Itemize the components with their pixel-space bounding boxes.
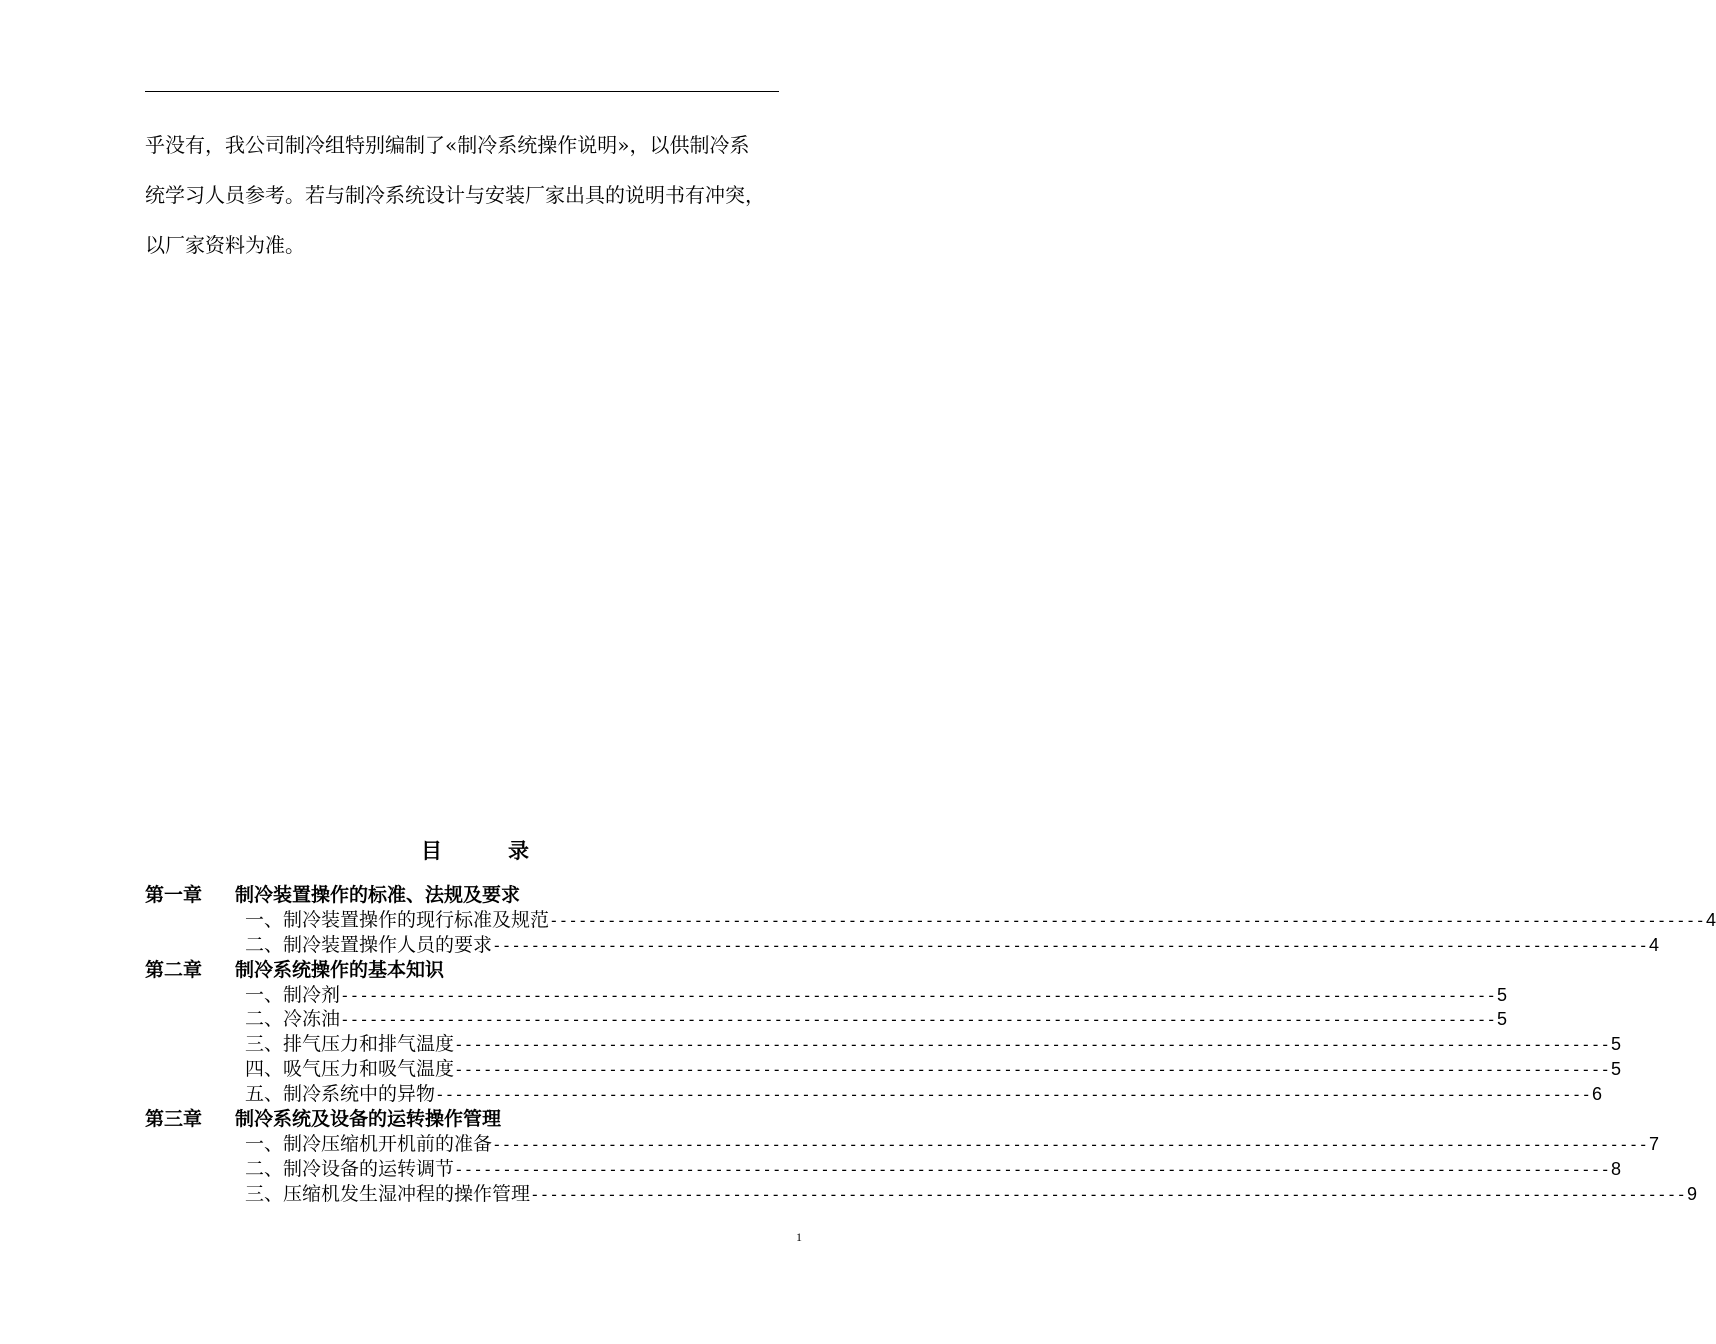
toc-entry-page: 5 [1610, 1059, 1621, 1080]
toc-entry-page: 5 [1496, 984, 1507, 1005]
toc-entry-text: 三、压缩机发生湿冲程的操作管理 [245, 1182, 531, 1205]
intro-line: 以厂家资料为准。 [145, 233, 305, 257]
toc-entry[interactable] [145, 1132, 1659, 1157]
toc-chapter[interactable] [145, 1107, 807, 1132]
toc-leader: ------------------------------------------------------------------------------------------------------------------------ [454, 1060, 1610, 1080]
toc-entry-text: 二、制冷装置操作人员的要求 [245, 933, 493, 956]
toc-entry-page: 4 [1705, 909, 1716, 930]
toc-entry-text: 五、制冷系统中的异物 [245, 1083, 436, 1106]
toc-leader: ------------------------------------------------------------------------------------------------------------------------ [492, 935, 1648, 955]
toc-entry-page: 5 [1496, 1009, 1507, 1030]
toc-leader: ------------------------------------------------------------------------------------------------------------------------ [340, 985, 1496, 1005]
table-of-contents [145, 883, 1716, 1207]
intro-line: 统学习人员参考。若与制冷系统设计与安装厂家出具的说明书有冲突， [145, 183, 765, 207]
toc-entry-text: 二、冷冻油 [245, 1008, 341, 1031]
intro-paragraph [145, 120, 817, 270]
toc-entry[interactable] [145, 1182, 1697, 1207]
toc-leader: ------------------------------------------------------------------------------------------------------------------------ [340, 1010, 1496, 1030]
toc-entry-text: 三、排气压力和排气温度 [245, 1033, 455, 1056]
toc-entry-text: 二、制冷设备的运转调节 [245, 1157, 455, 1180]
toc-entry[interactable] [145, 1057, 1621, 1082]
toc-leader: ------------------------------------------------------------------------------------------------------------------------ [492, 1134, 1648, 1154]
toc-title [0, 835, 950, 865]
toc-leader: ------------------------------------------------------------------------------------------------------------------------ [454, 1035, 1610, 1055]
toc-entry[interactable] [145, 983, 1507, 1008]
chapter-title: 制冷系统操作的基本知识 [235, 958, 445, 981]
toc-chapter[interactable] [145, 883, 807, 908]
toc-title-right: 录 [508, 838, 529, 863]
toc-leader: ------------------------------------------------------------------------------------------------------------------------ [549, 910, 1705, 930]
toc-entry[interactable] [145, 1157, 1621, 1182]
chapter-number: 第二章 [145, 958, 203, 981]
toc-leader: ------------------------------------------------------------------------------------------------------------------------ [530, 1184, 1686, 1204]
chapter-number: 第一章 [145, 884, 203, 906]
toc-leader: ------------------------------------------------------------------------------------------------------------------------ [435, 1085, 1591, 1105]
toc-entry-page: 6 [1591, 1084, 1602, 1105]
header-rule [145, 91, 779, 92]
toc-entry-page: 7 [1648, 1133, 1659, 1154]
toc-entry-page: 4 [1648, 934, 1659, 955]
toc-entry[interactable] [145, 933, 1659, 958]
toc-entry-text: 一、制冷装置操作的现行标准及规范 [245, 908, 550, 931]
toc-entry-text: 四、吸气压力和吸气温度 [245, 1058, 455, 1081]
toc-title-left: 目 [421, 838, 442, 863]
intro-line: 乎没有，我公司制冷组特别编制了«制冷系统操作说明»，以供制冷系 [145, 133, 750, 157]
toc-chapter[interactable] [145, 958, 807, 983]
page-number: 1 [796, 1230, 802, 1244]
toc-entry-page: 8 [1610, 1158, 1621, 1179]
toc-leader: ------------------------------------------------------------------------------------------------------------------------ [454, 1159, 1610, 1179]
toc-entry-page: 9 [1686, 1183, 1697, 1204]
toc-entry[interactable] [145, 1032, 1621, 1057]
chapter-number: 第三章 [145, 1108, 203, 1131]
toc-entry-text: 一、制冷压缩机开机前的准备 [245, 1132, 493, 1155]
toc-entry-text: 一、制冷剂 [245, 983, 341, 1006]
chapter-title: 制冷系统及设备的运转操作管理 [235, 1108, 502, 1131]
chapter-title: 制冷装置操作的标准、法规及要求 [235, 884, 521, 906]
toc-entry[interactable] [145, 908, 1716, 933]
toc-entry-page: 5 [1610, 1034, 1621, 1055]
toc-entry[interactable] [145, 1082, 1602, 1107]
toc-entry[interactable] [145, 1007, 1507, 1032]
